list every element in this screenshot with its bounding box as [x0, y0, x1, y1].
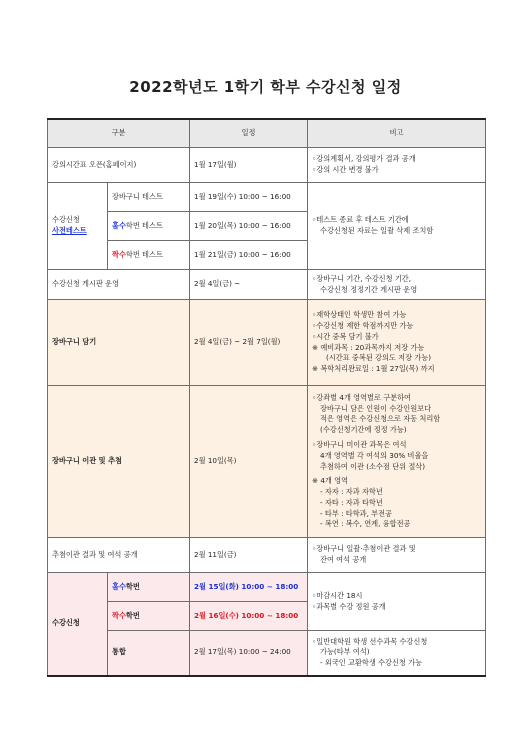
- row-timetable: [48, 148, 486, 183]
- note-line: 수강신청된 자료는 일괄 삭제 조치함: [320, 226, 434, 235]
- odd-label-rest: 학번: [125, 581, 140, 591]
- transfer-notes: [308, 386, 486, 538]
- timetable-schedule: 1월 17일(월): [190, 148, 308, 183]
- note-line: ◦테스트 종료 후 테스트 기간에: [312, 215, 409, 225]
- note-line: 수강신청 정정기간 게시판 운영: [320, 284, 418, 294]
- even-test-schedule: 1월 21일(금) 10:00 ~ 16:00: [190, 241, 308, 270]
- note-line: ※ 복학처리완료일 : 1월 27일(목) 까지: [312, 364, 435, 374]
- odd-test-label: [108, 212, 190, 241]
- schedule-table: [47, 118, 486, 677]
- odd-label: 홀수: [112, 220, 126, 230]
- page-title: 2022학년도 1학기 학부 수강신청 일정: [129, 78, 402, 96]
- note-line: ◦시간 중복 담기 불가: [312, 331, 379, 341]
- transfer-category: 장바구니 이관 및 추첨: [48, 386, 190, 538]
- note-line: 적은 영역은 수강신청으로 자동 처리함: [320, 414, 441, 424]
- row-reg-odd: [48, 573, 486, 602]
- reg-combined-notes: [308, 631, 486, 676]
- header-category: 구분: [48, 119, 190, 148]
- board-category: 수강신청 게시판 운영: [48, 270, 190, 300]
- note-line: - 외국인 교환학생 수강신청 가능: [320, 658, 423, 668]
- note-line: 4개 영역별 각 여석의 30% 비율을: [320, 450, 429, 460]
- reg-odd-label: [108, 573, 190, 602]
- odd-label-rest: 학번 테스트: [125, 220, 163, 230]
- lottery-category: 추첨이관 결과 및 여석 공개: [48, 538, 190, 573]
- transfer-schedule: 2월 10일(목): [190, 386, 308, 538]
- pretest-category-line2: 사전테스트: [52, 226, 87, 235]
- row-cart: [48, 300, 486, 386]
- board-notes: [308, 270, 486, 300]
- row-pretest-cart: [48, 183, 486, 212]
- pretest-category-line1: 수강신청: [52, 215, 80, 225]
- reg-combined-label: 통합: [108, 631, 190, 676]
- note-line: ◦강의계획서, 강의평가 결과 공개: [312, 154, 416, 164]
- row-transfer: [48, 386, 486, 538]
- note-line: ◦수강신청 제한 학점까지만 가능: [312, 320, 414, 330]
- lottery-notes: [308, 538, 486, 573]
- odd-test-schedule: 1월 20일(목) 10:00 ~ 16:00: [190, 212, 308, 241]
- odd-label: 홀수: [112, 581, 126, 591]
- note-line: ◦재학상태인 학생만 참여 가능: [312, 310, 407, 320]
- note-line: ◦장바구니 일괄·추첨이관 결과 및: [312, 544, 416, 554]
- row-reg-combined: [48, 631, 486, 676]
- cart-category: 장바구니 담기: [48, 300, 190, 386]
- even-label: 짝수: [112, 249, 126, 259]
- lottery-schedule: 2월 11일(금): [190, 538, 308, 573]
- note-line: (시간표 중복된 강의도 저장 가능): [326, 353, 432, 363]
- note-line: 장바구니 담은 인원이 수강인원보다: [320, 403, 432, 413]
- cart-test-schedule: 1월 19일(수) 10:00 ~ 16:00: [190, 183, 308, 212]
- note-line: - 자자 : 자과 자학년: [320, 487, 383, 497]
- even-label-rest: 학번 테스트: [125, 249, 163, 259]
- pretest-notes: [308, 183, 486, 270]
- cart-test-label: 장바구니 테스트: [108, 183, 190, 212]
- even-label: 짝수: [112, 610, 126, 620]
- cart-notes: [308, 300, 486, 386]
- note-line: ※ 4개 영역: [312, 476, 349, 486]
- header-row: [48, 119, 486, 148]
- reg-odd-schedule: 2월 15일(화) 10:00 ~ 18:00: [190, 573, 308, 602]
- board-schedule: 2월 4일(금) ~: [190, 270, 308, 300]
- timetable-notes: [308, 148, 486, 183]
- even-label-rest: 학번: [125, 610, 140, 620]
- note-line: ◦장바구니 기간, 수강신청 기간,: [312, 273, 411, 283]
- pretest-category: [48, 183, 108, 270]
- reg-combined-schedule: 2월 17일(목) 10:00 ~ 24:00: [190, 631, 308, 676]
- note-line: 가능(타부 여석): [320, 647, 370, 657]
- note-line: ◦과목별 수강 정원 공개: [312, 601, 386, 611]
- reg-odd-even-notes: [308, 573, 486, 631]
- note-line: ※ 예비과목 : 20과목까지 저장 가능: [312, 342, 425, 352]
- header-notes: 비고: [308, 119, 486, 148]
- row-lottery: [48, 538, 486, 573]
- note-line: ◦장바구니 미이관 과목은 여석: [312, 439, 407, 449]
- note-line: - 복연 : 복수, 연계, 융합전공: [320, 519, 411, 529]
- timetable-category: 강의시간표 오픈(홈페이지): [48, 148, 190, 183]
- note-line: 추첨하여 이관 (소수점 단위 절삭): [320, 461, 426, 471]
- note-line: (수강신청기간에 정정 가능): [320, 425, 407, 435]
- note-line: ◦강의 시간 변경 불가: [312, 165, 379, 174]
- even-test-label: [108, 241, 190, 270]
- note-line: 잔여 여석 공개: [320, 555, 367, 564]
- reg-even-schedule: 2월 16일(수) 10:00 ~ 18:00: [190, 602, 308, 631]
- reg-even-label: [108, 602, 190, 631]
- note-line: ◦강좌별 4개 영역별로 구분하여: [312, 392, 412, 402]
- cart-schedule: 2월 4일(금) ~ 2월 7일(월): [190, 300, 308, 386]
- note-line: ◦마감시간 18시: [312, 590, 363, 600]
- note-line: - 타부 : 타학과, 부전공: [320, 508, 392, 518]
- registration-category: 수강신청: [48, 573, 108, 676]
- header-schedule: 일정: [190, 119, 308, 148]
- row-board: [48, 270, 486, 300]
- note-line: - 자타 : 자과 타학년: [320, 497, 383, 507]
- note-line: ◦일반대학원 학생 선수과목 수강신청: [312, 636, 428, 646]
